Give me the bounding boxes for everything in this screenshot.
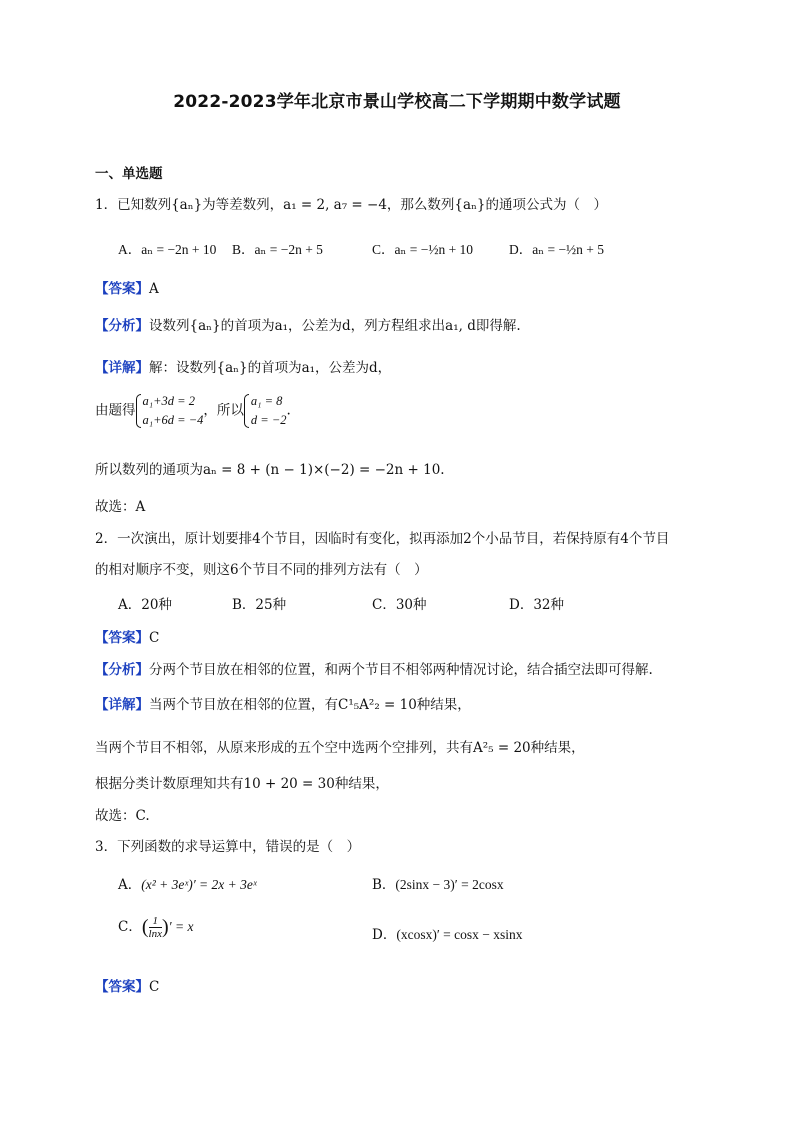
analysis-text: 设数列{aₙ}的首项为a₁，公差为d，列方程组求出a₁, d即得解. [149,318,521,334]
system-right [244,392,287,430]
fraction-numerator: 1 [149,915,162,928]
q3-answer [95,975,159,995]
q2-stem-line2: 的相对顺序不变，则这6个节目不同的排列方法有（ ） [95,562,428,578]
system-mid: ，所以 [203,402,244,419]
q2-answer [95,626,159,646]
q2-analysis [95,658,653,678]
detail-tag: 【详解】 [95,697,149,713]
q2-option-b: B．25种 [232,597,287,613]
q2-detail [95,693,471,713]
system-eq2: a₁+6d = −4 [142,413,204,427]
system-sol1: a₁ = 8 [250,394,283,408]
q1-answer [95,277,159,297]
q1-analysis [95,314,521,334]
analysis-tag: 【分析】 [95,318,149,334]
q1-option-a: A．aₙ = −2n + 10 [118,242,217,257]
q2-choose: 故选：C. [95,808,150,824]
system-end: . [286,402,291,419]
q1-equation-system [95,392,291,430]
q1-stem: 1．已知数列{aₙ}为等差数列，a₁ = 2, a₇ = −4，那么数列{aₙ}的通项公式为（ ） [95,197,608,213]
system-intro: 由题得 [95,402,136,419]
detail-tag: 【详解】 [95,360,149,376]
page-title: 2022-2023学年北京市景山学校高二下学期期中数学试题 [173,92,621,112]
fraction [149,915,162,940]
q2-stem-line1: 2．一次演出，原计划要排4个节目，因临时有变化，拟再添加2个小品节目，若保持原有4个节目 [95,531,670,547]
option-formula: (2sinx − 3)′ = 2cosx [395,877,504,892]
paren-left: ( [141,916,149,938]
option-formula: (x² + 3eˣ)′ = 2x + 3eˣ [141,877,257,892]
system-eq1: a₁+3d = 2 [142,394,195,408]
paren-right: ) [161,916,169,938]
q3-stem: 3．下列函数的求导运算中，错误的是（ ） [95,839,361,855]
q1-general-term: 所以数列的通项为aₙ = 8 + (n − 1)×(−2) = −2n + 10. [95,462,445,478]
q1-option-b: B．aₙ = −2n + 5 [232,242,323,257]
q3-option-b [372,873,504,893]
answer-value: C [149,979,160,995]
analysis-tag: 【分析】 [95,662,149,678]
answer-value: C [149,630,160,646]
answer-value: A [149,281,159,297]
q3-option-a [118,873,257,893]
section-heading: 一、单选题 [95,166,163,182]
q1-option-c: C．aₙ = −½n + 10 [372,242,474,257]
option-label: B． [372,877,396,893]
q2-option-a: A．20种 [118,597,172,613]
detail-text: 当两个节目放在相邻的位置，有C¹₅A²₂ = 10种结果， [149,697,471,713]
system-sol2: d = −2 [250,413,287,427]
fraction-denominator: lnx [148,928,162,940]
q2-option-c: C．30种 [372,597,427,613]
analysis-text: 分两个节目放在相邻的位置，和两个节目不相邻两种情况讨论，结合插空法即可得解. [149,662,653,678]
system-left [136,392,204,430]
q1-choose: 故选：A [95,499,146,515]
answer-tag: 【答案】 [95,630,149,646]
option-formula: ′ = x [168,919,194,934]
answer-tag: 【答案】 [95,979,149,995]
q1-option-d: D．aₙ = −½n + 5 [509,242,605,257]
q2-line2: 当两个节目不相邻，从原来形成的五个空中选两个空排列，共有A²₅ = 20种结果， [95,740,585,756]
q2-line3: 根据分类计数原理知共有10 + 20 = 30种结果， [95,776,389,792]
option-label: D． [372,927,397,943]
option-label: A． [118,877,142,893]
answer-tag: 【答案】 [95,281,149,297]
option-label: C． [118,919,142,935]
detail-text: 解：设数列{aₙ}的首项为a₁，公差为d， [149,360,392,376]
option-formula: (xcosx)′ = cosx − xsinx [396,927,523,942]
q3-option-c [118,915,193,940]
q2-option-d: D．32种 [509,597,565,613]
q1-detail [95,356,391,376]
q3-option-d [372,923,523,943]
